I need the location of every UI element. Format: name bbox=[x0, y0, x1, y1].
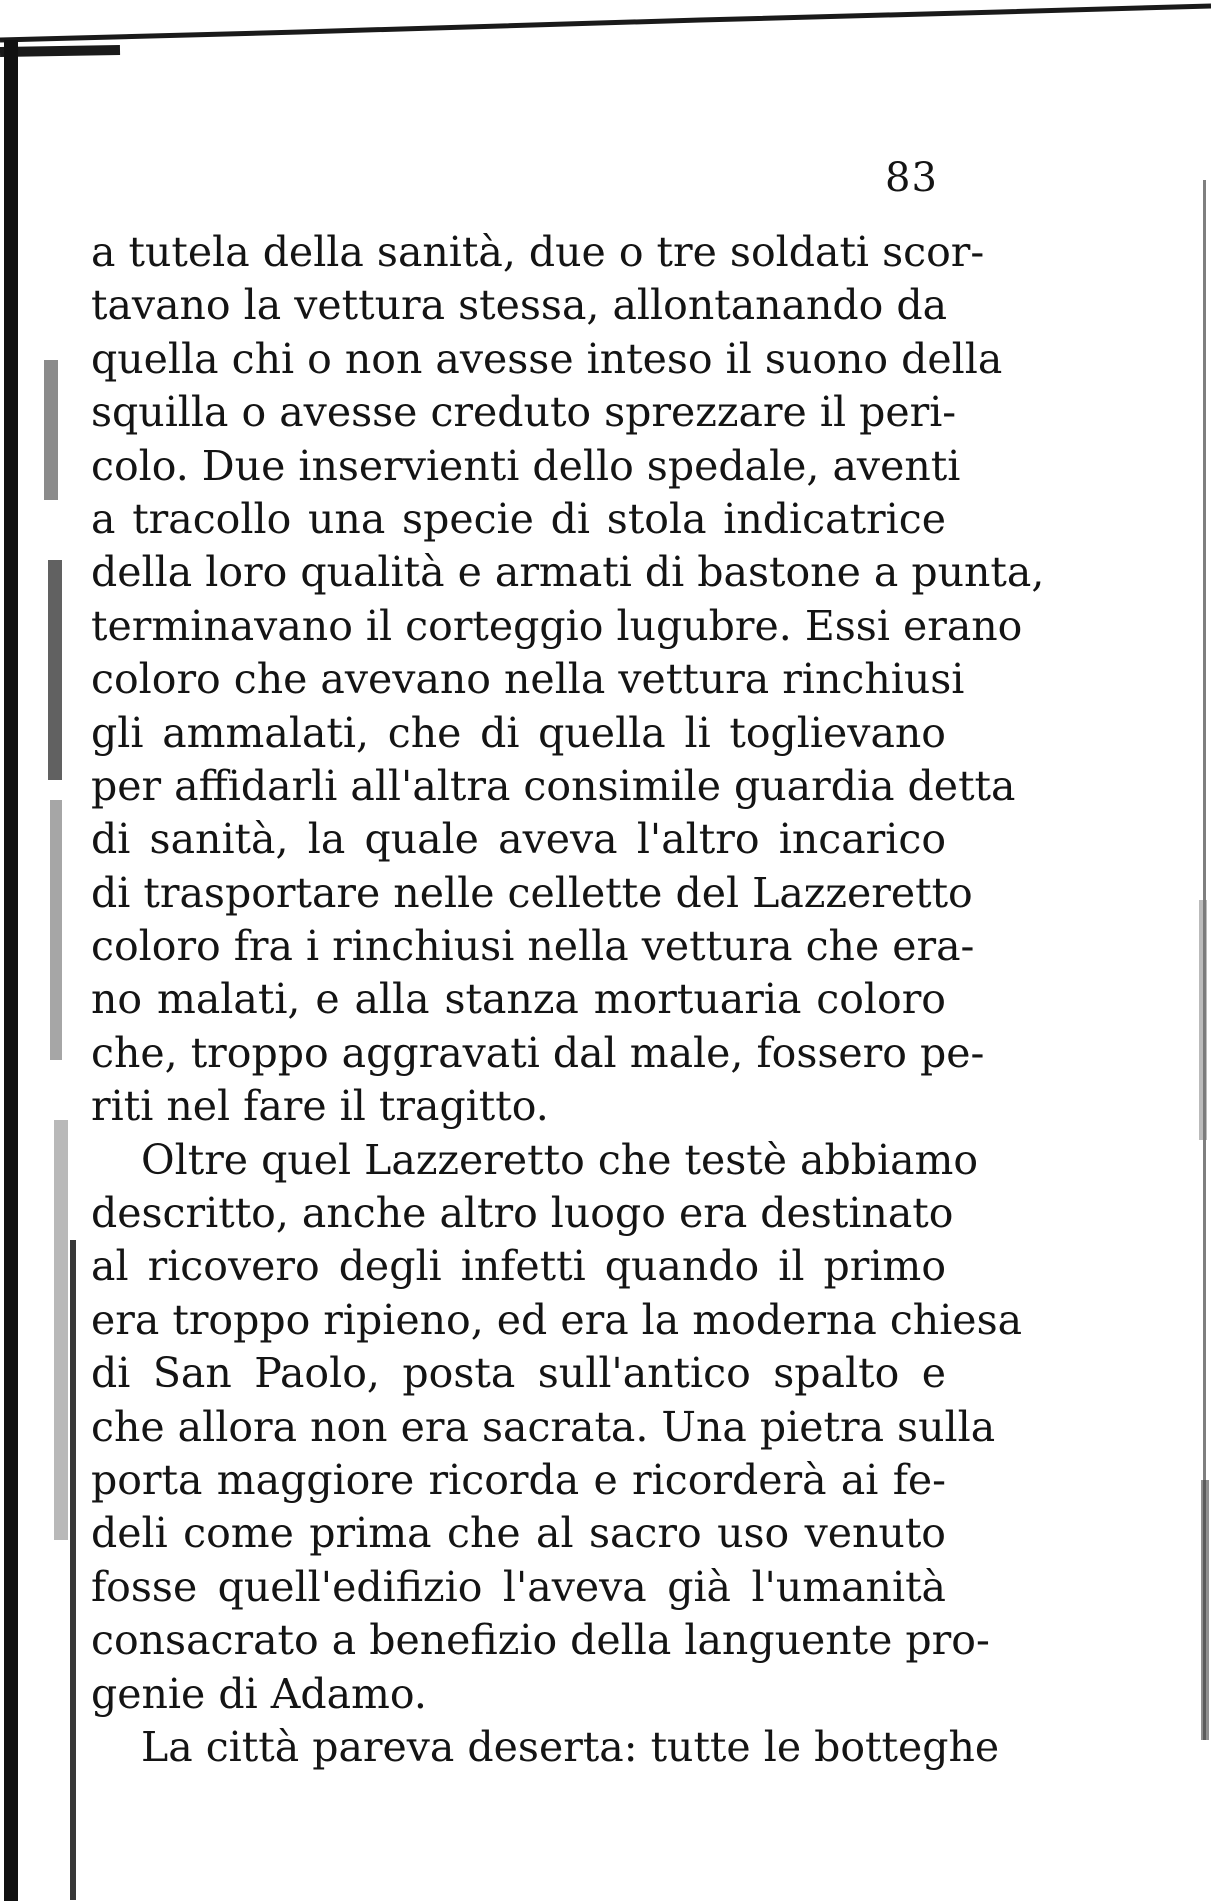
text-line: squilla o avesse creduto sprezzare il peri- bbox=[91, 388, 957, 437]
text-line: della loro qualità e armati di bastone a punta, bbox=[91, 548, 1045, 597]
text-line: no malati, e alla stanza mortuaria coloro bbox=[91, 975, 946, 1024]
text-line: Oltre quel Lazzeretto che testè abbiamo bbox=[141, 1135, 979, 1184]
scan-top-edge bbox=[0, 0, 1211, 60]
body-text bbox=[91, 226, 1045, 1774]
text-line: descritto, anche altro luogo era destinato bbox=[91, 1189, 954, 1238]
text-line: di San Paolo, posta sull'antico spalto e bbox=[91, 1349, 946, 1398]
text-line: La città pareva deserta: tutte le botteghe bbox=[141, 1722, 1000, 1771]
text-line: che, troppo aggravati dal male, fossero pe- bbox=[91, 1028, 985, 1077]
text-line: consacrato a benefizio della languente pro- bbox=[91, 1616, 990, 1665]
text-line: a tutela della sanità, due o tre soldati scor- bbox=[91, 228, 985, 276]
text-line: a tracollo una specie di stola indicatrice bbox=[91, 494, 946, 543]
text-line: quella chi o non avesse inteso il suono della bbox=[91, 334, 1003, 383]
book-spine-shadow bbox=[0, 40, 86, 1901]
page-number: 83 bbox=[885, 155, 938, 201]
text-line: di sanità, la quale aveva l'altro incarico bbox=[91, 815, 946, 864]
text-line: porta maggiore ricorda e ricorderà ai fe- bbox=[91, 1455, 946, 1504]
text-line: terminavano il corteggio lugubre. Essi erano bbox=[91, 601, 1023, 650]
text-line: riti nel fare il tragitto. bbox=[91, 1082, 549, 1131]
text-line: deli come prima che al sacro uso venuto bbox=[91, 1509, 946, 1558]
text-line: al ricovero degli infetti quando il primo bbox=[91, 1242, 946, 1291]
text-line: che allora non era sacrata. Una pietra sulla bbox=[91, 1402, 996, 1451]
text-line: era troppo ripieno, ed era la moderna chiesa bbox=[91, 1295, 1023, 1344]
text-line: fosse quell'edifizio l'aveva già l'umanità bbox=[91, 1562, 946, 1611]
page-right-edge bbox=[1181, 180, 1211, 1740]
text-line: coloro fra i rinchiusi nella vettura che era- bbox=[91, 922, 975, 971]
text-line: colo. Due inservienti dello spedale, aventi bbox=[91, 441, 961, 490]
text-line: genie di Adamo. bbox=[91, 1669, 427, 1718]
text-line: di trasportare nelle cellette del Lazzeretto bbox=[91, 868, 973, 917]
text-line: per affidarli all'altra consimile guardia detta bbox=[91, 761, 1016, 810]
text-line: tavano la vettura stessa, allontanando da bbox=[91, 281, 948, 330]
text-line: gli ammalati, che di quella li toglievano bbox=[91, 708, 946, 757]
text-line: coloro che avevano nella vettura rinchiusi bbox=[91, 655, 965, 704]
